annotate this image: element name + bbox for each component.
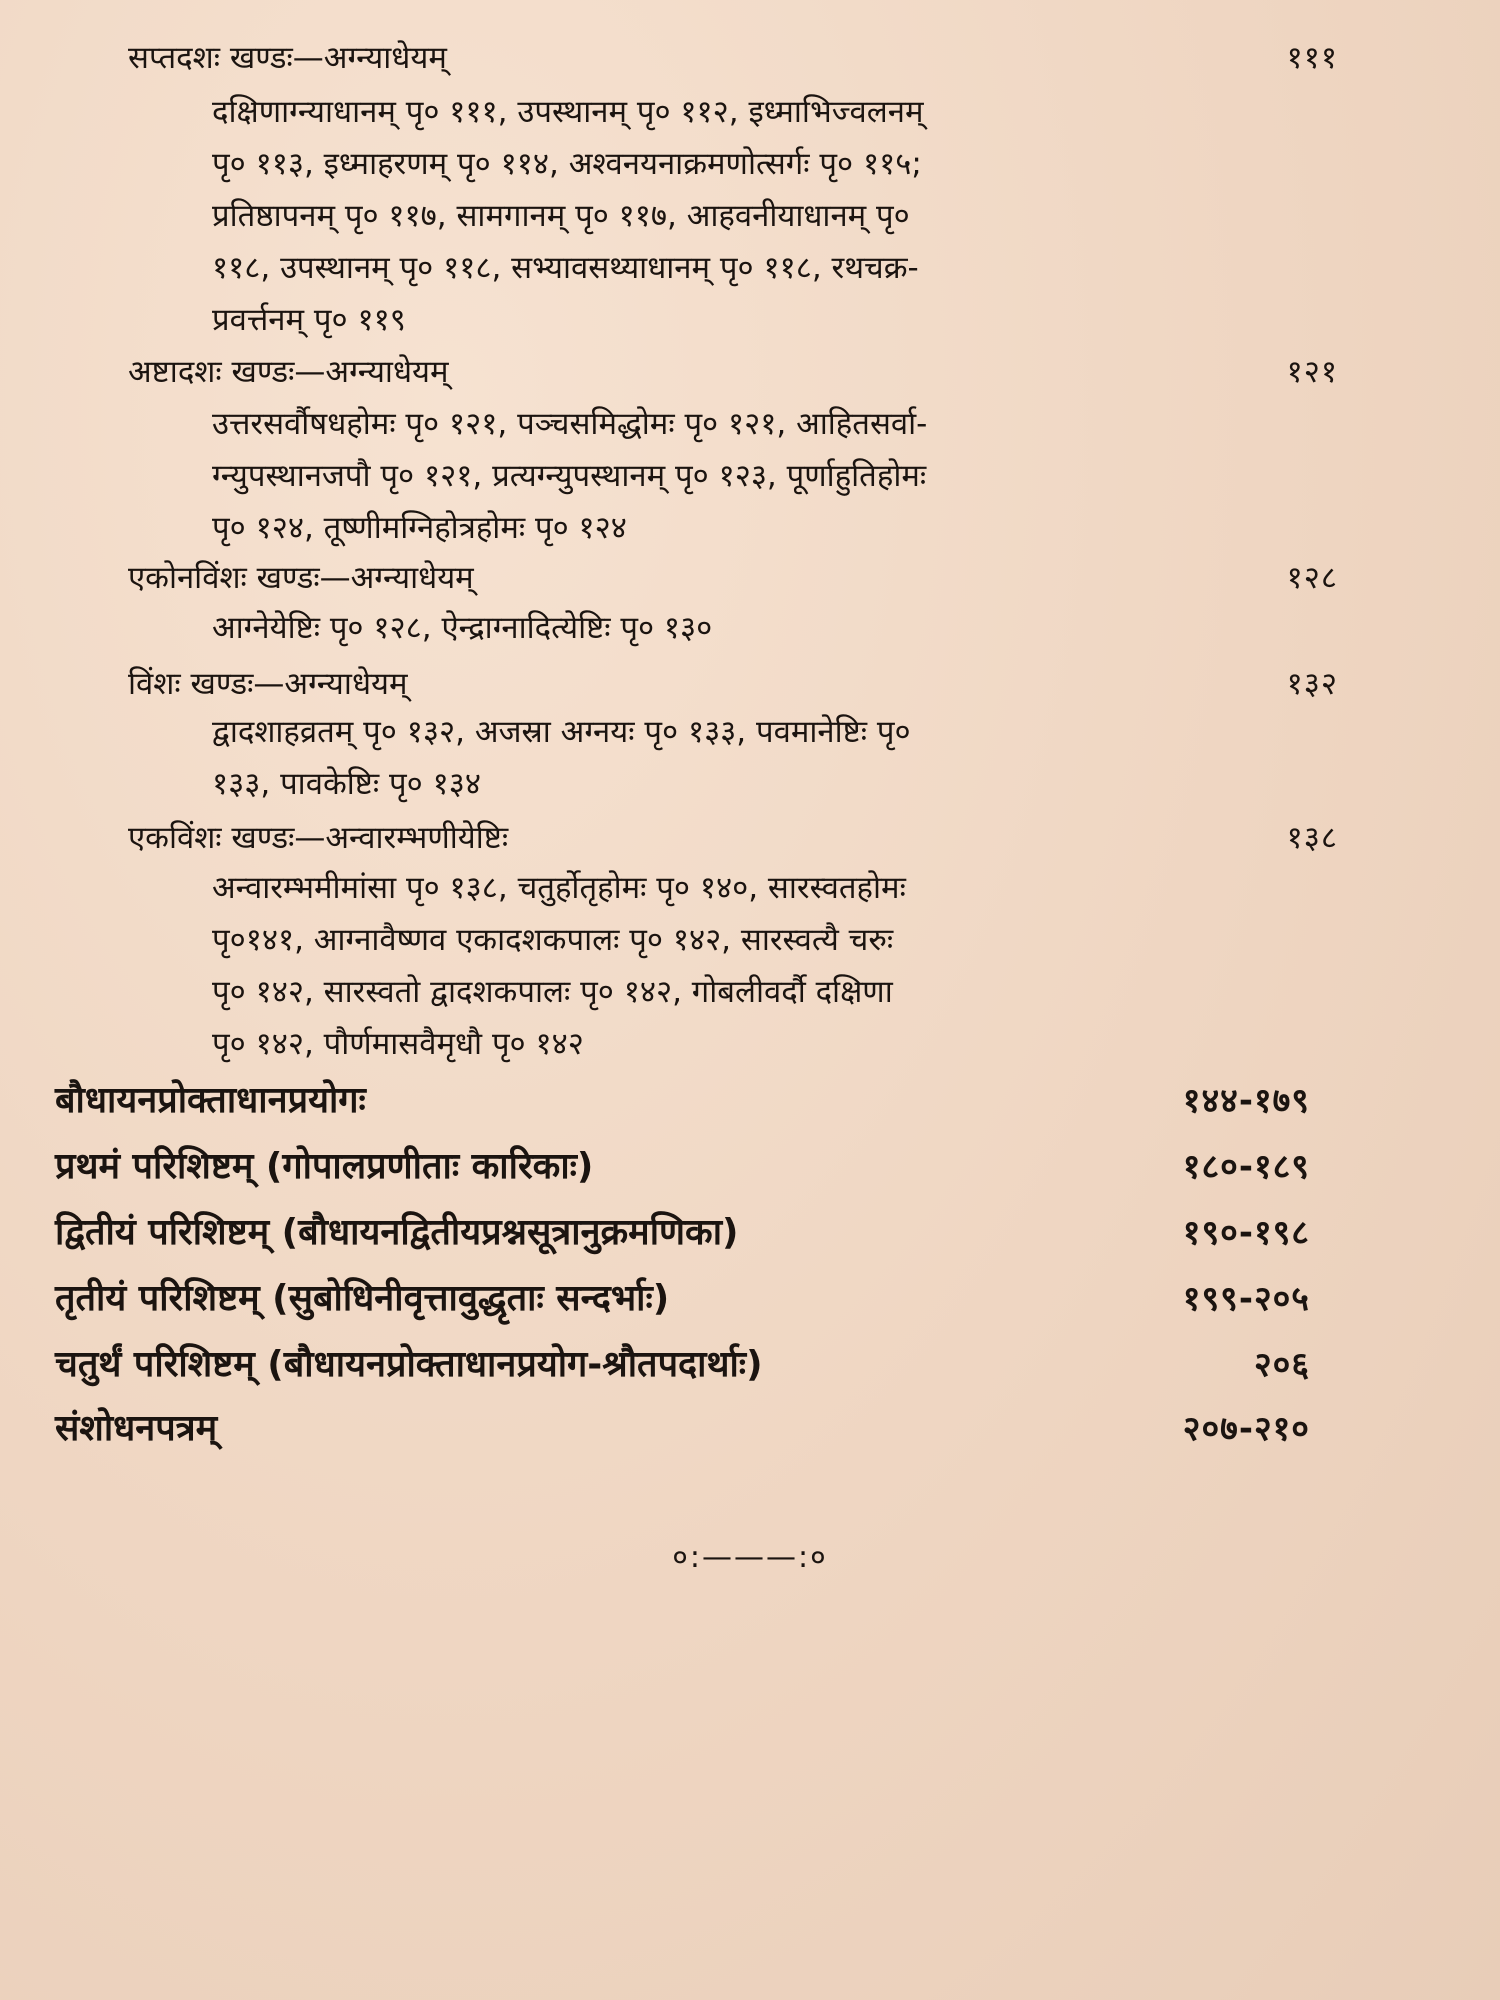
appendix-title: बौधायनप्रोक्ताधानप्रयोगः <box>55 1080 366 1121</box>
content-line: १३३, पावकेष्टिः पृ० १३४ <box>212 766 481 802</box>
appendix-entry <box>55 1404 1310 1454</box>
content-line: दक्षिणाग्न्याधानम् पृ० १११, उपस्थानम् पृ० ११२, इध्माभिज्वलनम् <box>212 94 924 130</box>
appendix-pages: १८०-१८९ <box>1182 1147 1310 1187</box>
section-title: एकोनविंशः खण्डः—अग्न्याधेयम् <box>128 560 474 596</box>
content-line: पृ० १२४, तूष्णीमग्निहोत्रहोमः पृ० १२४ <box>212 510 627 546</box>
section-contents <box>212 602 1312 654</box>
appendix-title: तृतीयं परिशिष्टम् (सुबोधिनीवृत्तावुद्धृताः सन्दर्भाः) <box>55 1278 670 1319</box>
appendix-pages: २०६ <box>1253 1345 1310 1385</box>
appendix-entry <box>55 1274 1310 1324</box>
content-line: उत्तरसर्वौषधहोमः पृ० १२१, पञ्चसमिद्धोमः पृ० १२१, आहितसर्वा- <box>212 406 928 442</box>
content-line: प्रवर्त्तनम् पृ० ११९ <box>212 302 406 338</box>
content-line: प्रतिष्ठापनम् पृ० ११७, सामगानम् पृ० ११७, आहवनीयाधानम् पृ० <box>212 198 910 234</box>
section-heading <box>128 350 1338 394</box>
content-line: पृ० ११३, इध्माहरणम् पृ० ११४, अश्वनयनाक्रमणोत्सर्गः पृ० ११५; <box>212 146 922 182</box>
section-page: १२८ <box>1286 560 1338 596</box>
section-page: १३८ <box>1286 820 1338 856</box>
section-heading <box>128 662 1338 706</box>
section-contents <box>212 862 1312 1070</box>
appendix-entry <box>55 1340 1310 1390</box>
appendix-entry <box>55 1208 1310 1258</box>
section-heading <box>128 556 1338 600</box>
appendix-title: चतुर्थं परिशिष्टम् (बौधायनप्रोक्ताधानप्रयोग-श्रौतपदार्थाः) <box>55 1344 763 1385</box>
content-line: ग्न्युपस्थानजपौ पृ० १२१, प्रत्यग्न्युपस्थानम् पृ० १२३, पूर्णाहुतिहोमः <box>212 458 927 494</box>
appendix-pages: १९९-२०५ <box>1182 1279 1310 1319</box>
section-page: १११ <box>1286 40 1338 76</box>
content-line: आग्नेयेष्टिः पृ० १२८, ऐन्द्राग्नादित्येष्टिः पृ० १३० <box>212 610 713 646</box>
content-line: ११८, उपस्थानम् पृ० ११८, सभ्यावसथ्याधानम् पृ० ११८, रथचक्र- <box>212 250 919 286</box>
section-contents <box>212 86 1312 346</box>
section-title: एकविंशः खण्डः—अन्वारम्भणीयेष्टिः <box>128 820 509 856</box>
content-line: पृ० १४२, पौर्णमासवैमृधौ पृ० १४२ <box>212 1026 584 1062</box>
section-heading <box>128 816 1338 860</box>
content-line: पृ० १४२, सारस्वतो द्वादशकपालः पृ० १४२, गोबलीवर्दौ दक्षिणा <box>212 974 893 1010</box>
appendix-entry <box>55 1076 1310 1126</box>
section-title: विंशः खण्डः—अग्न्याधेयम् <box>128 666 408 702</box>
section-page: १३२ <box>1286 666 1338 702</box>
appendix-pages: १९०-१९८ <box>1182 1213 1310 1253</box>
appendix-entry <box>55 1142 1310 1192</box>
appendix-pages: २०७-२१० <box>1182 1409 1310 1449</box>
end-ornament: ०:———:० <box>672 1540 828 1575</box>
section-page: १२१ <box>1286 354 1338 390</box>
content-line: द्वादशाहव्रतम् पृ० १३२, अजस्रा अग्नयः पृ० १३३, पवमानेष्टिः पृ० <box>212 714 911 750</box>
section-title: अष्टादशः खण्डः—अग्न्याधेयम् <box>128 354 449 390</box>
appendix-pages: १४४-१७९ <box>1182 1081 1310 1121</box>
appendix-title: प्रथमं परिशिष्टम् (गोपालप्रणीताः कारिकाः) <box>55 1146 594 1187</box>
section-heading <box>128 36 1338 80</box>
appendix-title: द्वितीयं परिशिष्टम् (बौधायनद्वितीयप्रश्नसूत्रानुक्रमणिका) <box>55 1212 739 1253</box>
content-line: पृ०१४१, आग्नावैष्णव एकादशकपालः पृ० १४२, सारस्वत्यै चरुः <box>212 922 894 958</box>
content-line: अन्वारम्भमीमांसा पृ० १३८, चतुर्होतृहोमः पृ० १४०, सारस्वतहोमः <box>212 870 906 906</box>
appendix-title: संशोधनपत्रम् <box>55 1408 218 1449</box>
section-title: सप्तदशः खण्डः—अग्न्याधेयम् <box>128 40 447 76</box>
section-contents <box>212 398 1312 554</box>
section-contents <box>212 706 1312 810</box>
